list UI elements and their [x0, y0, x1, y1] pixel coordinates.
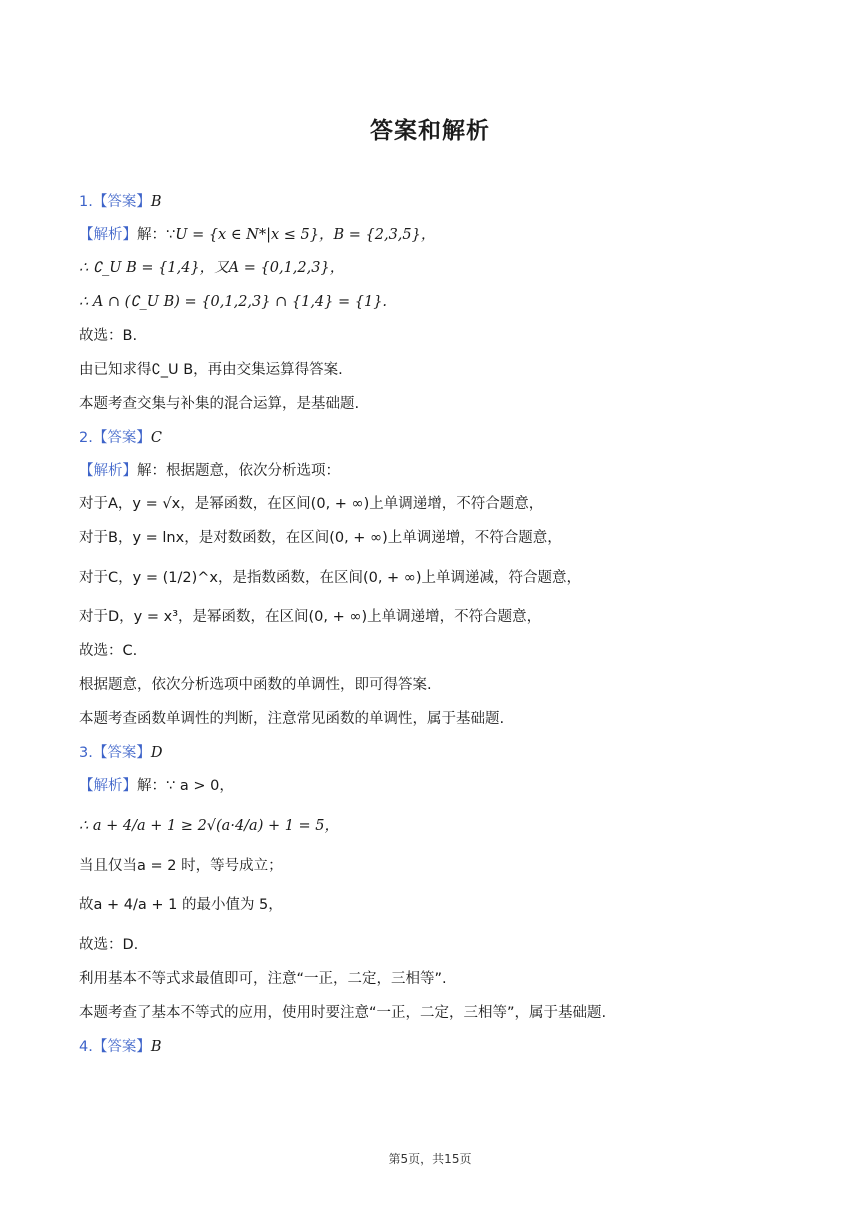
q3-line-3: 当且仅当a = 2 时，等号成立；: [79, 858, 283, 874]
q3-line-6: 利用基本不等式求最值即可，注意“一正，二定，三相等”.: [79, 971, 447, 987]
q1-select: 故选：B.: [79, 328, 138, 344]
q1-line-3: ∴ A ∩ (∁_U B) = {0,1,2,3} ∩ {1,4} = {1}.: [79, 294, 388, 310]
q1-line-2: ∴ ∁_U B = {1,4}，又A = {0,1,2,3}，: [79, 260, 345, 276]
page-title: 答案和解析: [370, 118, 490, 144]
q2-number: 2.: [79, 430, 93, 446]
answer-label: 【答案】: [92, 745, 151, 761]
answer-label: 【答案】: [92, 430, 151, 446]
q3-select: 故选：D.: [79, 937, 139, 953]
q2-option-d: 对于D，y = x³，是幂函数，在区间(0, + ∞)上单调递增，不符合题意，: [79, 609, 542, 625]
answer-label: 【答案】: [92, 1039, 151, 1055]
q2-line-7: 本题考查函数单调性的判断，注意常见函数的单调性，属于基础题.: [79, 711, 505, 727]
q3-line-1: 解：∵ a > 0，: [137, 778, 234, 794]
q3-answer-line: [79, 743, 162, 763]
q4-number: 4.: [79, 1039, 93, 1055]
q1-line-6: 本题考查交集与补集的混合运算，是基础题.: [79, 396, 360, 412]
q2-option-c: 对于C，y = (1/2)^x，是指数函数，在区间(0, + ∞)上单调递减，符合题意，: [79, 570, 582, 586]
q2-line-6: 根据题意，依次分析选项中函数的单调性，即可得答案.: [79, 677, 432, 693]
q2-option-a: 对于A，y = √x，是幂函数，在区间(0, + ∞)上单调递增，不符合题意，: [79, 496, 544, 512]
q3-analysis-line: [79, 776, 234, 796]
q3-number: 3.: [79, 745, 93, 761]
q2-option-b: 对于B，y = lnx，是对数函数，在区间(0, + ∞)上单调递增，不符合题意，: [79, 530, 562, 546]
q3-line-7: 本题考查了基本不等式的应用，使用时要注意“一正，二定，三相等”，属于基础题.: [79, 1005, 607, 1021]
q1-line-5: 由已知求得∁_U B，再由交集运算得答案.: [79, 362, 343, 378]
q2-answer-line: [79, 428, 162, 448]
analysis-label: 【解析】: [79, 227, 137, 243]
answer-label: 【答案】: [92, 194, 151, 210]
q4-answer-line: [79, 1037, 162, 1057]
q1-analysis-line: [79, 225, 435, 245]
q1-answer-line: [79, 192, 162, 212]
q1-l1-prefix: 解：∵: [137, 227, 176, 243]
q3-line-2: ∴ a + 4/a + 1 ≥ 2√(a·4/a) + 1 = 5，: [79, 818, 340, 834]
q1-answer: B: [150, 194, 162, 210]
q2-select: 故选：C.: [79, 643, 138, 659]
analysis-label: 【解析】: [79, 463, 137, 479]
q2-analysis-line: [79, 461, 340, 481]
q4-answer: B: [150, 1039, 162, 1055]
q2-answer: C: [150, 430, 162, 446]
q2-line-1: 解：根据题意，依次分析选项：: [137, 463, 340, 479]
analysis-label: 【解析】: [79, 778, 137, 794]
q3-answer: D: [150, 745, 163, 761]
q1-l1-math: U = {x ∈ N*|x ≤ 5}，B = {2,3,5}，: [175, 227, 436, 243]
q1-number: 1.: [79, 194, 93, 210]
page-footer: 第5页，共15页: [388, 1152, 472, 1166]
q3-line-4: 故a + 4/a + 1 的最小值为 5，: [79, 897, 283, 913]
